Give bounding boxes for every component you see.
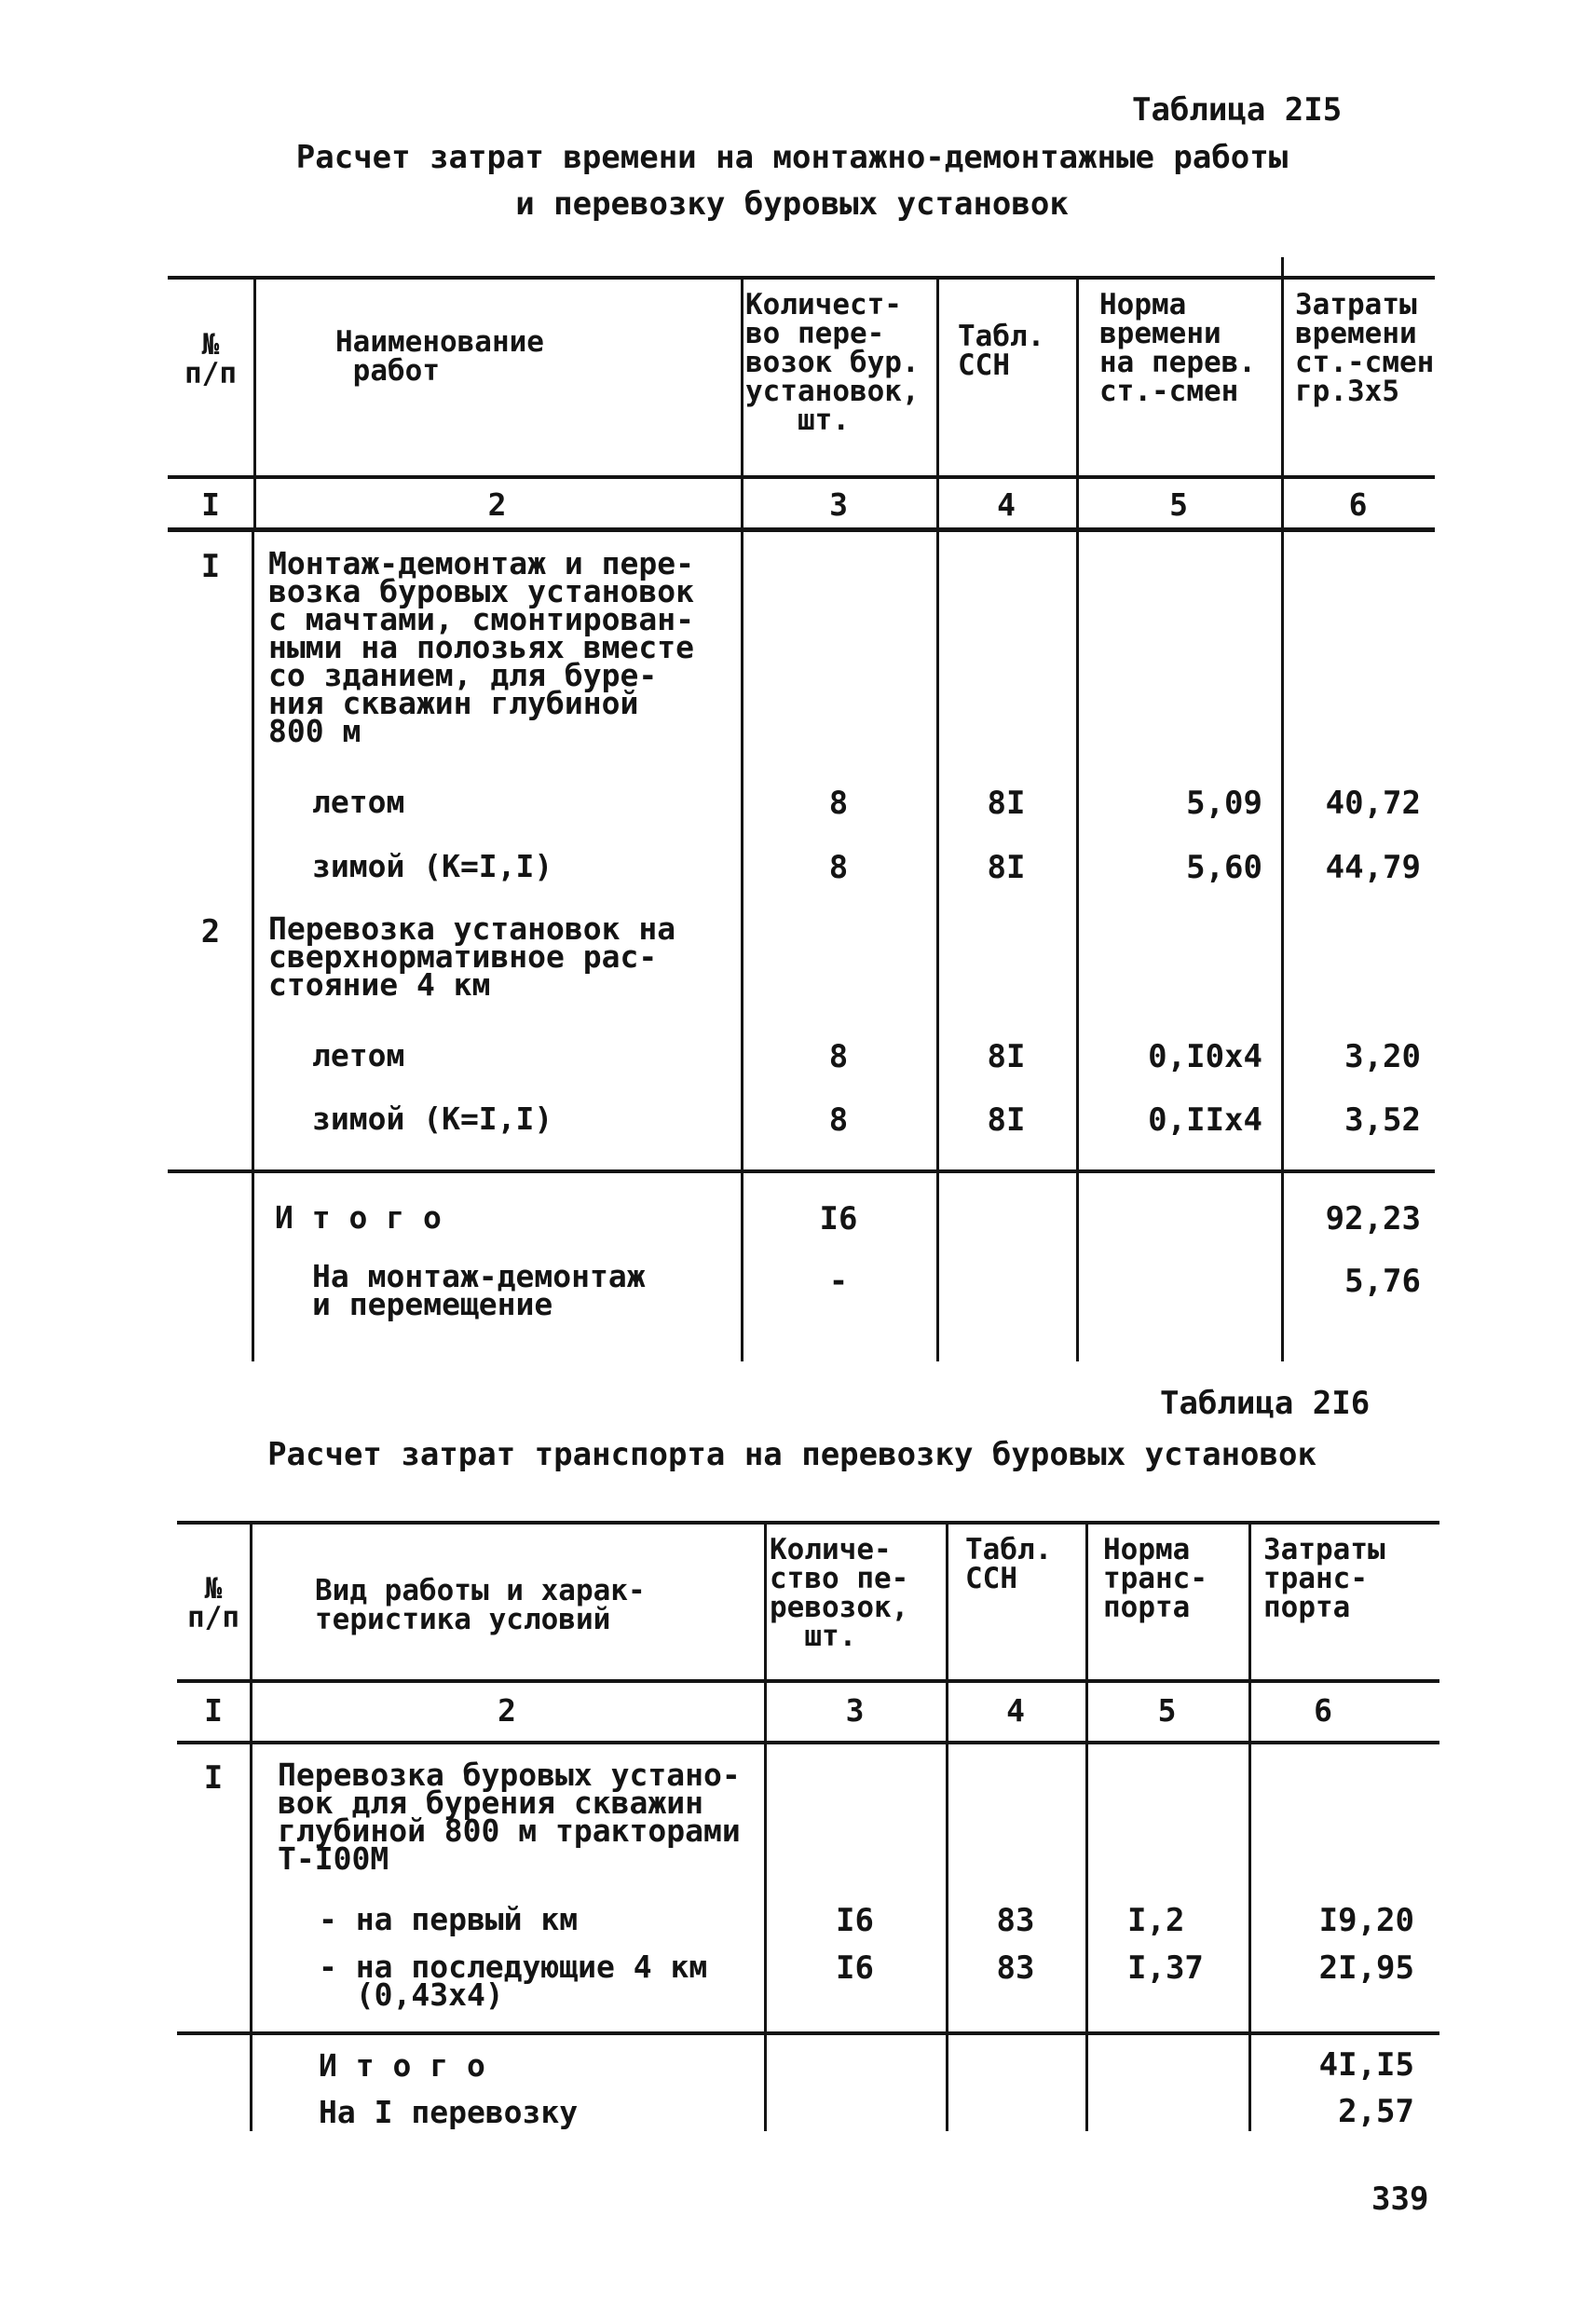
table-216-row1-no: I <box>203 1759 224 1797</box>
table-215-title-line1: Расчет затрат времени на монтажно-демонтажные работы <box>295 139 1289 176</box>
table-215-row1a-norm: 5,09 <box>1186 785 1262 822</box>
table-215-header-ssn: Табл. ССН <box>958 320 1045 382</box>
table-216-vline-2 <box>764 1521 767 2131</box>
table-215-row1b-table: 8I <box>987 849 1026 886</box>
table-215-row2a-norm: 0,I0х4 <box>1148 1038 1262 1075</box>
table-215-row1b-label: зимой (К=I,I) <box>312 848 553 884</box>
table-216-header-no: № п/п <box>187 1572 239 1634</box>
table-216-header-qty: Количе- ство пе- ревозок, шт. <box>770 1533 909 1653</box>
table-216-per-label: На I перевозку <box>319 2094 579 2130</box>
table-215-title-line2: и перевозку буровых установок <box>515 185 1069 223</box>
table-215-header-no: № п/п <box>184 328 237 390</box>
table-215-header-qty: Количест- во пере- возок бур. установок, шт. <box>745 288 920 437</box>
table-215-row2b-label: зимой (К=I,I) <box>312 1101 553 1137</box>
table-216-colnum-5: 5 <box>1157 1692 1177 1729</box>
table-215-colnum-6: 6 <box>1348 486 1368 523</box>
table-215-colnum-4: 4 <box>997 486 1016 523</box>
table-215-row2a-qty: 8 <box>828 1038 849 1075</box>
table-215-row2b-table: 8I <box>987 1101 1026 1139</box>
table-216-total-label: И т о г о <box>319 2047 485 2084</box>
table-216-vline-1 <box>250 1521 252 2131</box>
table-216-header-ssn: Табл. ССН <box>965 1533 1053 1595</box>
table-216-vline-5 <box>1248 1521 1251 2131</box>
table-215-row2b-cost: 3,52 <box>1344 1101 1421 1139</box>
table-216-title: Расчет затрат транспорта на перевозку буровых установок <box>267 1436 1316 1473</box>
table-216-row1b-label: - на последующие 4 км (0,43х4) <box>319 1949 708 2013</box>
table-216-total-cost: 4I,I5 <box>1318 2046 1414 2084</box>
table-216-row1b-table: 83 <box>996 1949 1035 1987</box>
table-215-colnum-1: I <box>201 486 220 523</box>
table-215-colnum-2: 2 <box>487 486 507 523</box>
table-215-total-cost: 92,23 <box>1325 1200 1421 1238</box>
table-216-row1-text: Перевозка буровых устано- вок для бурения скважин глубиной 800 м тракторами Т-I00М <box>278 1757 741 1877</box>
table-216-row1a-label: - на первый км <box>319 1901 579 1937</box>
table-215-row2a-table: 8I <box>987 1038 1026 1075</box>
table-216-caption: Таблица 2I6 <box>1160 1385 1371 1422</box>
table-215-row1-no: I <box>200 548 221 585</box>
table-215-row2a-label: летом <box>312 1037 405 1073</box>
table-216-row1b-norm: I,37 <box>1127 1949 1204 1987</box>
table-216-header-norm: Норма транс- порта <box>1103 1533 1207 1624</box>
table-215-row2-text: Перевозка установок на сверхнормативное рас- стояние 4 км <box>268 910 676 1003</box>
table-215-per-qty: - <box>828 1263 849 1300</box>
table-215-row2b-norm: 0,IIх4 <box>1148 1101 1262 1139</box>
table-215-row2b-qty: 8 <box>828 1101 849 1139</box>
table-216-row1a-qty: I6 <box>836 1902 874 1939</box>
table-216-row1a-cost: I9,20 <box>1318 1902 1414 1939</box>
table-216-colnum-4: 4 <box>1006 1692 1025 1729</box>
table-215-header-name: Наименование работ <box>335 325 544 388</box>
table-216-row1b-qty: I6 <box>836 1949 874 1987</box>
table-216-colnum-6: 6 <box>1314 1692 1332 1729</box>
table-215-header-cost: Затраты времени ст.-смен гр.3х5 <box>1295 288 1435 408</box>
table-215-row1b-cost: 44,79 <box>1325 849 1421 886</box>
table-215-per-label: На монтаж-демонтаж и перемещение <box>312 1258 646 1322</box>
table-216-row1a-table: 83 <box>996 1902 1035 1939</box>
table-215-row1b-norm: 5,60 <box>1186 849 1262 886</box>
table-215-per-cost: 5,76 <box>1344 1263 1421 1300</box>
table-215-row2-no: 2 <box>200 913 221 950</box>
table-216-vline-3 <box>946 1521 948 2131</box>
table-216-row1a-norm: I,2 <box>1127 1902 1185 1939</box>
table-215-colnum-5: 5 <box>1169 486 1188 523</box>
table-215-row1-text: Монтаж-демонтаж и пере- возка буровых установок с мачтами, смонтирован- ными на полозьях вместе со зданием, для буре- ния скважин глубиной 800 м <box>268 545 694 749</box>
table-216-vline-4 <box>1085 1521 1088 2131</box>
table-215-colnum-3: 3 <box>829 486 848 523</box>
table-215-row1b-qty: 8 <box>828 849 849 886</box>
table-215-total-qty: I6 <box>819 1200 858 1238</box>
table-216-colnum-3: 3 <box>845 1692 865 1729</box>
page-number: 339 <box>1371 2181 1429 2218</box>
table-215-caption: Таблица 2I5 <box>1132 91 1343 129</box>
table-216-row1b-cost: 2I,95 <box>1318 1949 1414 1987</box>
table-215-row1a-table: 8I <box>987 785 1026 822</box>
table-216-header-cost: Затраты транс- порта <box>1263 1533 1385 1624</box>
table-216-per-cost: 2,57 <box>1338 2093 1414 2130</box>
table-215-total-label: И т о г о <box>275 1199 442 1236</box>
table-215-row1a-label: летом <box>312 784 405 820</box>
table-215-header-norm: Норма времени на перев. ст.-смен <box>1099 288 1256 408</box>
table-215-row2a-cost: 3,20 <box>1344 1038 1421 1075</box>
table-216-colnum-1: I <box>204 1692 223 1729</box>
table-216-header-work: Вид работы и харак- теристика условий <box>315 1574 646 1636</box>
table-215-row1a-cost: 40,72 <box>1325 785 1421 822</box>
table-215-row1a-qty: 8 <box>828 785 849 822</box>
table-216-colnum-2: 2 <box>498 1692 516 1729</box>
